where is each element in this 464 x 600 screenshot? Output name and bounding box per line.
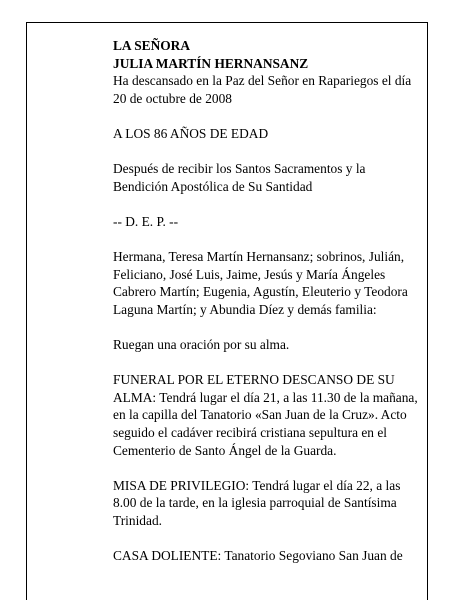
rip-line: -- D. E. P. -- bbox=[113, 213, 179, 229]
title-line-1: LA SEÑORA bbox=[113, 38, 191, 53]
prayer-line: Ruegan una oración por su alma. bbox=[113, 337, 290, 353]
deceased-name: JULIA MARTÍN HERNANSANZ bbox=[113, 55, 309, 71]
obituary-text bbox=[113, 37, 423, 565]
family-paragraph: Hermana, Teresa Martín Hernansanz; sobrinos, Julián, Feliciano, José Luis, Jaime, Jesús y María Ángeles Cabrero Martín; Eugenia, Agustín, Eleuterio y Teodora Laguna Martín; y Abundia Díez y demás familia: bbox=[113, 249, 408, 317]
funeral-paragraph: FUNERAL POR EL ETERNO DESCANSO DE SU ALMA: Tendrá lugar el día 21, a las 11.30 de la mañana, en la capilla del Tanatorio «San Juan de la Cruz». Acto seguido el cadáver recibirá cristiana sepultura en el Cementerio de Santo Ángel de la Guarda. bbox=[113, 372, 418, 458]
sacraments-paragraph: Después de recibir los Santos Sacramentos y la Bendición Apostólica de Su Santidad bbox=[113, 161, 366, 194]
age-line: A LOS 86 AÑOS DE EDAD bbox=[113, 125, 269, 141]
mass-paragraph: MISA DE PRIVILEGIO: Tendrá lugar el día 22, a las 8.00 de la tarde, en la iglesia parroquial de Santísima Trinidad. bbox=[113, 477, 401, 529]
death-info: Ha descansado en la Paz del Señor en Rapariegos el día 20 de octubre de 2008 bbox=[113, 73, 412, 106]
house-paragraph: CASA DOLIENTE: Tanatorio Segoviano San Juan de bbox=[113, 548, 403, 564]
